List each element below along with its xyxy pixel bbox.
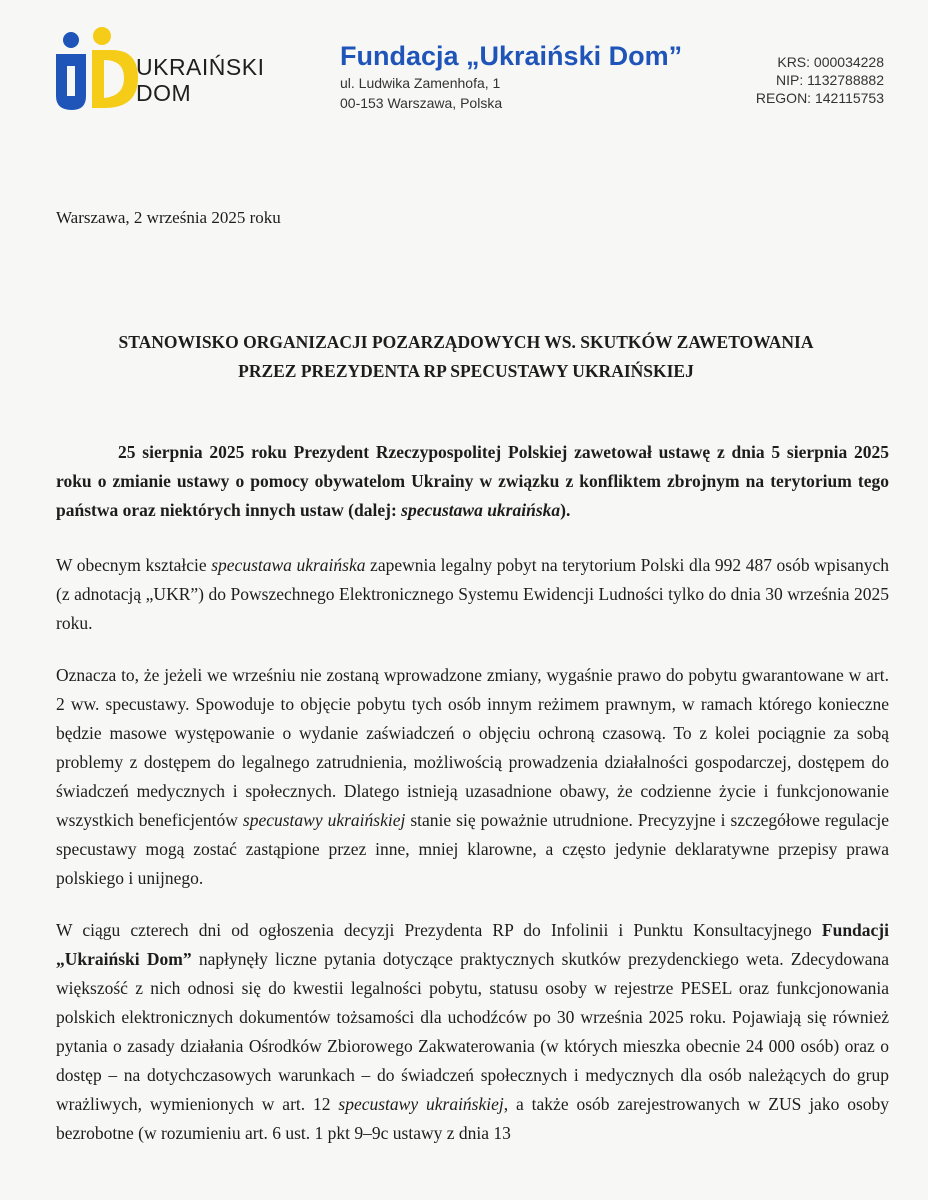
regon-number: REGON: 142115753 xyxy=(755,90,884,106)
nip-number: NIP: 1132788882 xyxy=(776,72,884,88)
krs-number: KRS: 000034228 xyxy=(777,54,884,70)
p2-italic-term: specustawa ukraińska xyxy=(211,555,366,575)
paragraph-4 xyxy=(56,916,889,1148)
p4-text-c: , a także osób zarejestrowanych w ZUS jako osoby bezrobotne (w rozumieniu art. 6 ust. 1 pkt 9–9c ustawy z dnia 13 xyxy=(56,1094,890,1143)
p3-text-a: Oznacza to, że jeżeli we wrześniu nie zostaną wprowadzone zmiany, wygaśnie prawo do pobytu gwarantowane w art. 2 ww. specustawy. Spowoduje to objęcie pobytu tych osób innym reżimem prawnym, w ramach którego konieczne będzie masowe występowanie o wydanie zaświadczeń o objęciu ochroną czasową. To z kolei pociągnie za sobą problemy z dostępem do legalnego zatrudnienia, możliwością prowadzenia działalności gospodarczej, dostępem do świadczeń medycznych i społecznych. Dlatego istnieją uzasadnione obawy, że codzienne życie i funkcjonowanie wszystkich beneficjentów xyxy=(56,665,889,830)
p3-italic-term: specustawy ukraińskiej xyxy=(242,810,406,830)
letterhead xyxy=(0,0,928,130)
letter-date: Warszawa, 2 września 2025 roku xyxy=(56,208,281,227)
address-line-1: ul. Ludwika Zamenhofa, 1 xyxy=(340,75,501,91)
address-line-2: 00-153 Warszawa, Polska xyxy=(340,95,503,111)
registry-numbers xyxy=(756,53,884,107)
title-line-1: STANOWISKO ORGANIZACJI POZARZĄDOWYCH WS. SKUTKÓW ZAWETOWANIA xyxy=(118,332,814,352)
foundation-block xyxy=(340,40,682,112)
p1-italic-term: specustawa ukraińska xyxy=(401,500,561,520)
p4-text-a: W ciągu czterech dni od ogłoszenia decyzji Prezydenta RP do Infolinii i Punktu Konsultacyjnego xyxy=(56,920,822,940)
logo-text-line1: UKRAIŃSKI xyxy=(136,54,265,80)
p2-text-a: W obecnym kształcie xyxy=(56,555,212,575)
p4-text-b: napłynęły liczne pytania dotyczące praktycznych skutków prezydenckiego weta. Zdecydowana większość z nich odnosi się do kwestii legalności pobytu, statusu osoby w rejestrze PESEL oraz funkcjonowania polskich elektronicznych dokumentów tożsamości dla uchodźców po 30 września 2025 roku. Pojawiają się również pytania o zasady działania Ośrodków Zbiorowego Zakwaterowania (w których mieszka obecnie 24 000 osób) oraz o dostęp – na dotychczasowych warunkach – do świadczeń społecznych i medycznych dla osób należących do grup wrażliwych, wymienionych w art. 12 xyxy=(56,949,889,1114)
paragraph-2 xyxy=(56,551,889,638)
title-line-2: PRZEZ PREZYDENTA RP SPECUSTAWY UKRAIŃSKIEJ xyxy=(238,361,694,381)
ukrainski-dom-logo-icon xyxy=(52,26,142,112)
p1-text-a: 25 sierpnia 2025 roku Prezydent Rzeczypospolitej Polskiej zawetował ustawę z dnia 5 sierpnia 2025 roku o zmianie ustawy o pomocy obywatelom Ukrainy w związku z konfliktem zbrojnym na terytorium tego państwa oraz niektórych innych ustaw (dalej: xyxy=(56,442,889,520)
logo-text-line2: DOM xyxy=(136,80,192,106)
p4-italic-term: specustawy ukraińskiej xyxy=(338,1094,504,1114)
logo-wordmark xyxy=(136,54,264,106)
foundation-name: Fundacja „Ukraiński Dom” xyxy=(340,41,683,71)
p3-text-b: stanie się poważnie utrudnione. Precyzyjne i szczegółowe regulacje specustawy mogą zostać zastąpione przez inne, mniej klarowne, a często jedynie deklaratywne przepisy prawa polskiego i unijnego. xyxy=(56,810,889,888)
paragraph-3 xyxy=(56,661,889,893)
p2-text-b: zapewnia legalny pobyt na terytorium Polski dla 992 487 osób wpisanych (z adnotacją „UKR”) do Powszechnego Elektronicznego Systemu Ewidencji Ludności tylko do dnia 30 września 2025 roku. xyxy=(56,555,889,633)
p4-bold-foundation: Fundacji „Ukraiński Dom” xyxy=(56,920,889,969)
document-title xyxy=(56,328,876,386)
document-body xyxy=(56,438,889,1171)
paragraph-1 xyxy=(56,438,889,525)
p1-text-b: ). xyxy=(560,500,571,520)
